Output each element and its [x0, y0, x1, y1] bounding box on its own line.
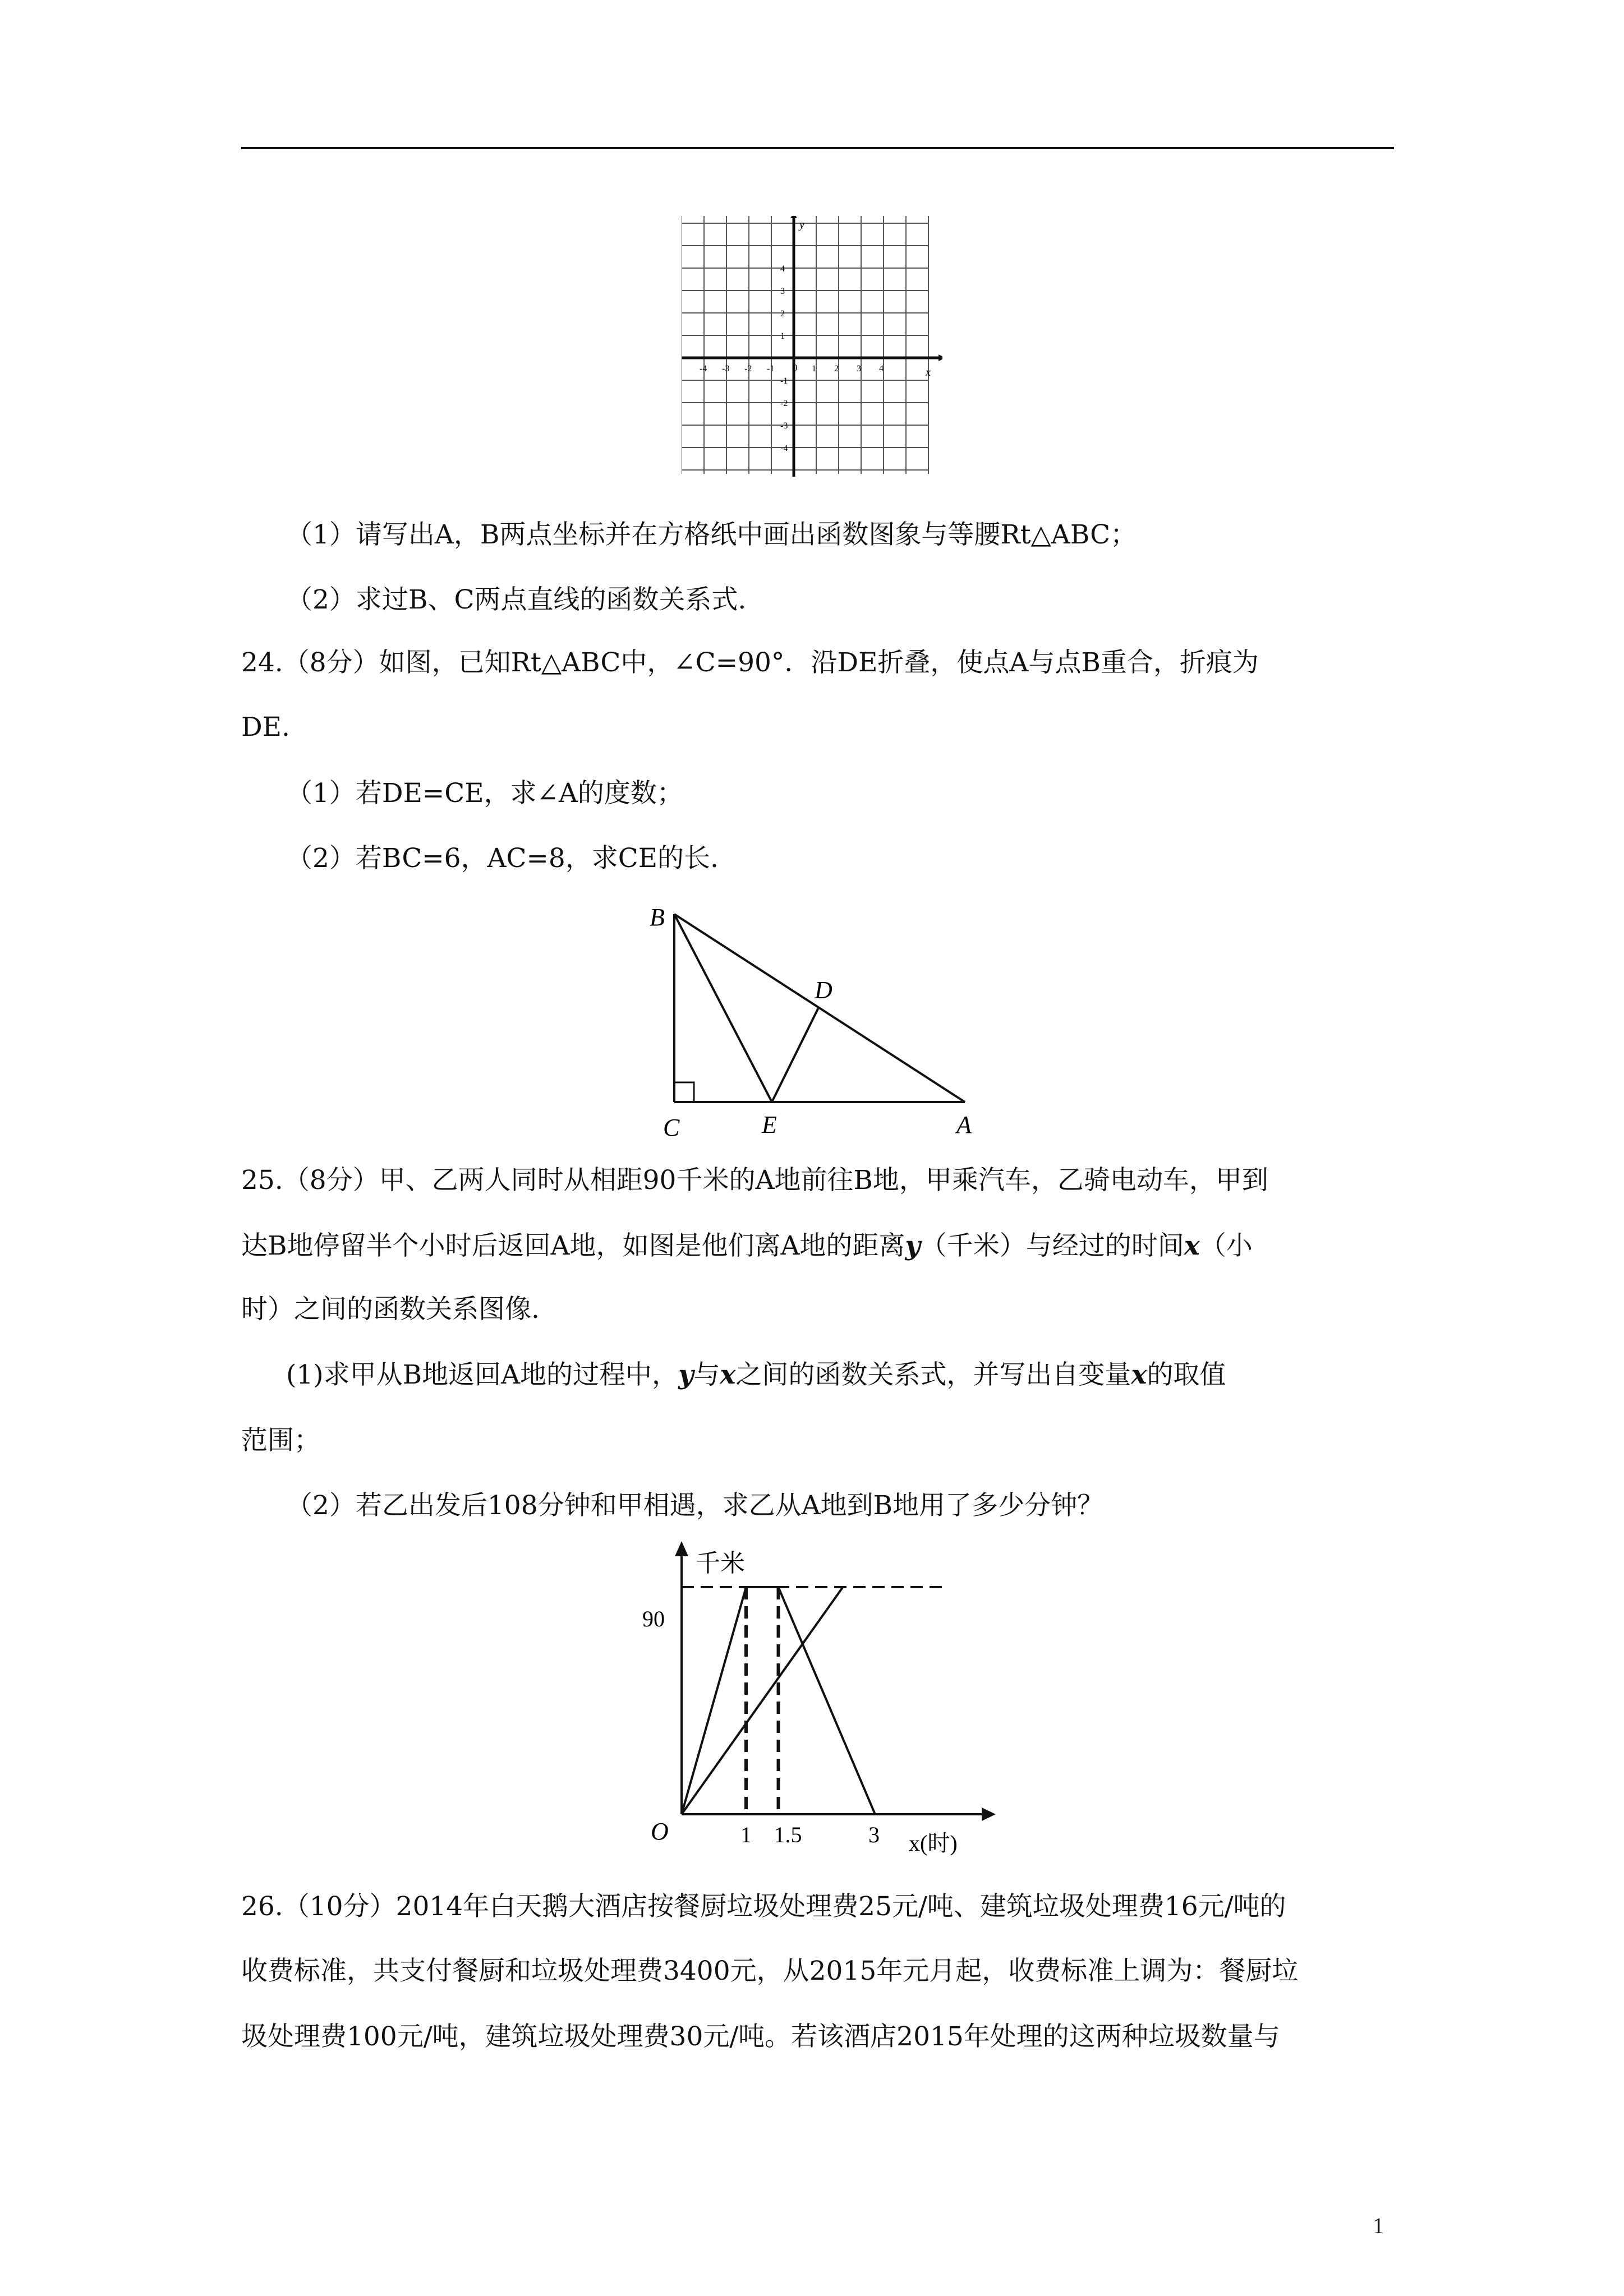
q25-part1a: (1)求甲从B地返回A地的过程中，	[286, 1359, 679, 1390]
grid-x-tick: -3	[722, 364, 730, 374]
grid-x-tick: 1	[812, 364, 816, 374]
label-e: E	[762, 1111, 777, 1138]
q25-part1-var-y: y	[678, 1359, 694, 1390]
q26-line1: 26.（10分）2014年白天鹅大酒店按餐厨垃圾处理费25元/吨、建筑垃圾处理费16元/吨的	[241, 1891, 1286, 1922]
segment-be	[674, 914, 772, 1102]
grid-x-tick: -2	[744, 364, 752, 374]
q25-line2	[241, 1228, 1253, 1264]
label-c: C	[663, 1114, 680, 1141]
q23-part2: （2）求过B、C两点直线的函数关系式.	[286, 584, 747, 615]
grid-y-tick: 1	[780, 331, 785, 341]
q25-part1-line2: 范围；	[241, 1425, 320, 1456]
q25-var-y: y	[905, 1230, 921, 1261]
x-axis-label: x(时)	[909, 1831, 958, 1856]
q25-line2b: （千米）与经过的时间	[920, 1230, 1184, 1261]
right-angle-mark	[674, 1082, 694, 1102]
q25-var-x: x	[1184, 1230, 1200, 1261]
q25-part2: （2）若乙出发后108分钟和甲相遇，求乙从A地到B地用了多少分钟？	[286, 1490, 1104, 1521]
q25-part1c: 之间的函数关系式，并写出自变量	[735, 1359, 1131, 1390]
distance-time-chart	[595, 1537, 999, 1873]
series-yi-line	[682, 1587, 843, 1814]
segment-ba	[674, 914, 965, 1102]
header-rule	[241, 147, 1394, 149]
q24-part1: （1）若DE=CE，求∠A的度数；	[286, 778, 683, 809]
triangle-figure	[640, 897, 1043, 1144]
label-d: D	[815, 976, 832, 1004]
x-tick-label: 1.5	[774, 1822, 802, 1847]
grid-y-tick: -1	[780, 376, 788, 386]
q26-line3: 圾处理费100元/吨，建筑垃圾处理费30元/吨。若该酒店2015年处理的这两种垃圾数量与	[241, 2021, 1280, 2052]
q24-line2: DE.	[241, 712, 290, 743]
grid-origin-label: 0	[793, 362, 798, 373]
q23-part1: （1）请写出A，B两点坐标并在方格纸中画出函数图象与等腰Rt△ABC；	[286, 519, 1137, 550]
page-number: 1	[1373, 2213, 1384, 2238]
grid-y-tick: -4	[780, 444, 788, 453]
grid-x-tick: -4	[700, 364, 707, 374]
grid-y-tick: -3	[780, 421, 788, 431]
x-tick-label: 3	[868, 1822, 880, 1847]
q25-part1-var-x2: x	[1131, 1359, 1147, 1390]
grid-x-tick: 4	[879, 364, 884, 374]
grid-y-tick: -2	[780, 399, 788, 408]
q25-line3: 时）之间的函数关系图像.	[241, 1294, 540, 1325]
grid-y-label: y	[799, 219, 804, 231]
grid-y-tick: 3	[780, 287, 785, 296]
x-axis-arrow	[982, 1808, 996, 1821]
q26-line2: 收费标准，共支付餐厨和垃圾处理费3400元，从2015年元月起，收费标准上调为：餐厨垃	[241, 1956, 1299, 1986]
q25-part1	[286, 1357, 1226, 1393]
q24-part2: （2）若BC=6，AC=8，求CE的长.	[286, 843, 719, 874]
q25-line1: 25.（8分）甲、乙两人同时从相距90千米的A地前往B地，甲乘汽车，乙骑电动车，甲到	[241, 1165, 1268, 1196]
q25-part1-var-x: x	[720, 1359, 736, 1390]
y-tick-90: 90	[642, 1606, 665, 1631]
grid-y-tick: 4	[780, 264, 785, 274]
x-tick-label: 1	[740, 1822, 752, 1847]
label-a: A	[956, 1111, 972, 1138]
q25-part1d: 的取值	[1147, 1359, 1226, 1390]
grid-y-tick: 2	[780, 309, 785, 319]
grid-x-tick: 3	[857, 364, 861, 374]
origin-label: O	[651, 1818, 669, 1845]
y-axis-arrow	[675, 1541, 688, 1556]
y-axis-label: 千米	[696, 1550, 745, 1577]
q25-line2c: （小	[1199, 1230, 1253, 1261]
q24-line1: 24.（8分）如图，已知Rt△ABC中，∠C=90°．沿DE折叠，使点A与点B重合，折痕为	[241, 647, 1259, 678]
label-b: B	[650, 903, 665, 931]
grid-x-tick: -1	[767, 364, 775, 374]
segment-ed	[772, 1007, 819, 1102]
q25-line2a: 达B地停留半个小时后返回A地，如图是他们离A地的距离	[241, 1230, 905, 1261]
grid-x-tick: 2	[834, 364, 839, 374]
coordinate-grid-figure	[682, 216, 942, 480]
grid-x-label: x	[926, 366, 931, 379]
q25-part1b: 与	[693, 1359, 720, 1390]
